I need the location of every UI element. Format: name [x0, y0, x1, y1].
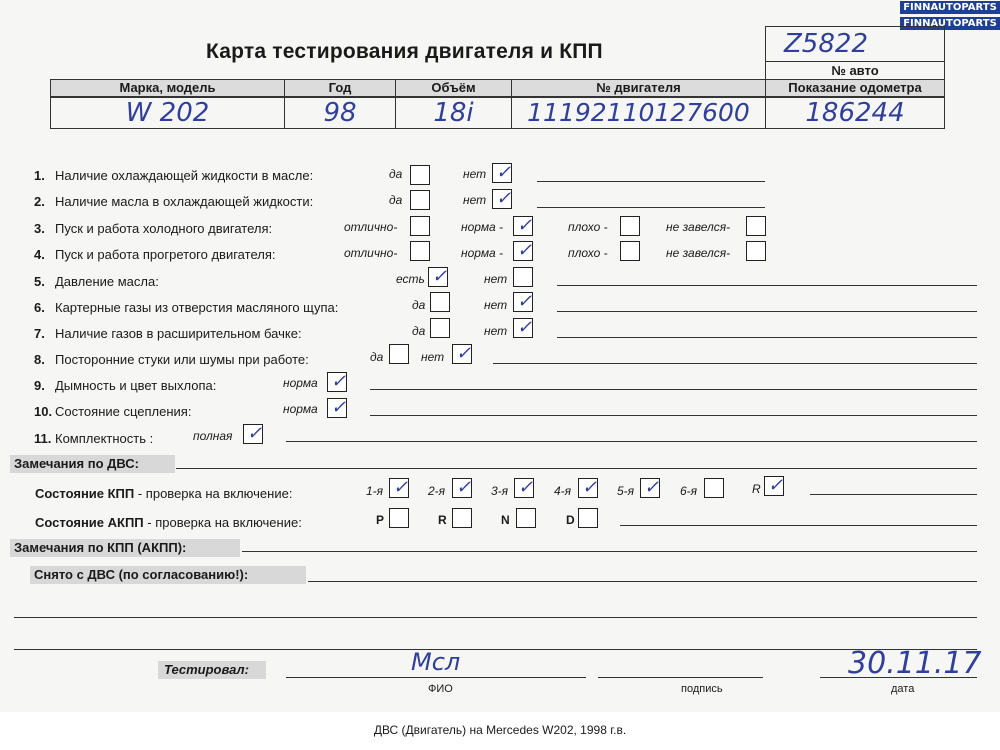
item-4-opt-normal: норма -	[461, 246, 504, 260]
item-3-opt-bad: плохо -	[568, 220, 608, 234]
item-2-opt-no: нет	[463, 193, 487, 207]
item-4-bad-checkbox[interactable]	[620, 241, 640, 261]
item-3-excellent-checkbox[interactable]	[410, 216, 430, 236]
item-7-opt-yes: да	[412, 324, 426, 338]
item-8-opt-no: нет	[421, 350, 445, 364]
gear-4-checkbox[interactable]: ✓	[578, 478, 598, 498]
item-6-yes-checkbox[interactable]	[430, 292, 450, 312]
gear-4-label: 4-я	[554, 484, 572, 498]
item-1-opt-no: нет	[463, 167, 487, 181]
item-2-no-checkbox[interactable]	[492, 189, 512, 209]
item-10-number: 10.	[34, 404, 53, 419]
item-3-text: Пуск и работа холодного двигателя:	[55, 221, 273, 236]
photo-caption: ДВС (Двигатель) на Mercedes W202, 1998 г.в.	[373, 723, 627, 737]
tested-by-label: Тестировал:	[158, 661, 266, 679]
kpp-notes-line	[810, 494, 977, 495]
item-9-number: 9.	[34, 378, 45, 393]
item-7-no-checkbox[interactable]	[513, 318, 533, 338]
removed-line-3	[14, 649, 977, 650]
item-3-normal-checkbox[interactable]	[513, 216, 533, 236]
item-4-not-started-checkbox[interactable]	[746, 241, 766, 261]
item-6-text: Картерные газы из отверстия масляного щупа:	[55, 300, 339, 315]
item-9-opt-normal: норма	[283, 376, 318, 390]
item-10-text: Состояние сцепления:	[55, 404, 192, 419]
item-7-text: Наличие газов в расширительном бачке:	[55, 326, 302, 341]
item-4-opt-excellent: отлично-	[344, 246, 398, 260]
item-3-bad-checkbox[interactable]	[620, 216, 640, 236]
item-6-opt-yes: да	[412, 298, 426, 312]
item-7-notes-line	[557, 337, 977, 338]
item-6-number: 6.	[34, 300, 45, 315]
item-11-full-checkbox[interactable]	[243, 424, 263, 444]
handwritten-signature: Мсл	[411, 648, 461, 676]
item-6-notes-line	[557, 311, 977, 312]
item-10-notes-line	[370, 415, 977, 416]
item-1-check-mark: ✓	[496, 162, 512, 182]
page-title: Карта тестирования двигателя и КПП	[206, 40, 603, 63]
item-4-excellent-checkbox[interactable]	[410, 241, 430, 261]
fio-line	[286, 677, 586, 678]
item-9-normal-checkbox[interactable]	[327, 372, 347, 392]
akpp-row-label	[35, 515, 302, 530]
item-8-text: Посторонние стуки или шумы при работе:	[55, 352, 309, 367]
auto-number-box	[765, 26, 945, 62]
gear-3-checkbox[interactable]: ✓	[514, 478, 534, 498]
item-5-opt-yes: есть	[396, 272, 425, 286]
item-3-opt-excellent: отлично-	[344, 220, 398, 234]
gear-1-label: 1-я	[366, 484, 384, 498]
akpp-r-label: R	[438, 513, 447, 527]
item-2-text: Наличие масла в охлаждающей жидкости:	[55, 194, 314, 209]
item-2-yes-checkbox[interactable]	[410, 190, 430, 210]
gear-r-label: R	[752, 482, 761, 496]
item-7-opt-no: нет	[484, 324, 508, 338]
akpp-d-checkbox[interactable]	[578, 508, 598, 528]
header-volume: Объём	[395, 79, 512, 97]
item-7-yes-checkbox[interactable]	[430, 318, 450, 338]
item-3-not-started-checkbox[interactable]	[746, 216, 766, 236]
item-9-text: Дымность и цвет выхлопа:	[55, 378, 217, 393]
item-7-check-mark: ✓	[517, 317, 533, 337]
value-odometer: 186244	[765, 97, 945, 129]
gear-1-checkbox[interactable]: ✓	[389, 478, 409, 498]
item-3-number: 3.	[34, 221, 45, 236]
gear-5-label: 5-я	[617, 484, 635, 498]
item-8-notes-line	[493, 363, 977, 364]
kpp-label-bold: Состояние КПП	[35, 486, 135, 501]
kpp-label-rest: - проверка на включение:	[134, 486, 293, 501]
item-5-number: 5.	[34, 274, 45, 289]
value-year: 98	[284, 97, 396, 129]
item-8-no-checkbox[interactable]	[452, 344, 472, 364]
gear-3-label: 3-я	[491, 484, 509, 498]
akpp-p-checkbox[interactable]	[389, 508, 409, 528]
kpp-remarks-line	[242, 551, 977, 552]
item-6-check-mark: ✓	[517, 291, 533, 311]
akpp-d-label: D	[566, 513, 575, 527]
auto-number-label: № авто	[765, 61, 945, 80]
item-11-opt-full: полная	[193, 429, 233, 443]
watermark-badge-bottom: FINNAUTOPARTS	[900, 17, 1000, 30]
value-engine-number: 11192110127600	[511, 97, 766, 129]
kpp-row-label	[35, 486, 292, 501]
akpp-n-label: N	[501, 513, 510, 527]
item-8-opt-yes: да	[370, 350, 384, 364]
fio-caption: ФИО	[428, 683, 453, 695]
auto-number-value: Z5822	[784, 29, 868, 59]
item-6-no-checkbox[interactable]	[513, 292, 533, 312]
item-8-number: 8.	[34, 352, 45, 367]
item-1-no-checkbox[interactable]	[492, 163, 512, 183]
handwritten-date: 30.11.17	[848, 646, 982, 681]
gear-6-label: 6-я	[680, 484, 698, 498]
signature-line	[598, 677, 763, 678]
item-11-text: Комплектность :	[55, 431, 154, 446]
item-5-check-mark: ✓	[432, 266, 448, 286]
item-1-number: 1.	[34, 168, 45, 183]
item-4-check-mark: ✓	[517, 240, 533, 260]
item-5-no-checkbox[interactable]	[513, 267, 533, 287]
item-4-opt-bad: плохо -	[568, 246, 608, 260]
item-9-check-mark: ✓	[331, 371, 347, 391]
section-engine-remarks: Замечания по ДВС:	[10, 455, 175, 473]
section-kpp-remarks: Замечания по КПП (АКПП):	[10, 539, 240, 557]
akpp-n-checkbox[interactable]	[516, 508, 536, 528]
gear-5-checkbox[interactable]: ✓	[640, 478, 660, 498]
value-brand-model: W 202	[50, 97, 285, 129]
item-5-text: Давление масла:	[55, 274, 159, 289]
item-3-opt-normal: норма -	[461, 220, 504, 234]
header-brand-model: Марка, модель	[50, 79, 285, 97]
header-engine-number: № двигателя	[511, 79, 766, 97]
item-6-opt-no: нет	[484, 298, 508, 312]
item-3-opt-not-started: не завелся-	[666, 220, 731, 234]
gear-2-label: 2-я	[428, 484, 446, 498]
item-4-text: Пуск и работа прогретого двигателя:	[55, 247, 276, 262]
item-9-notes-line	[370, 389, 977, 390]
item-8-yes-checkbox[interactable]	[389, 344, 409, 364]
date-caption: дата	[891, 683, 915, 695]
item-8-check-mark: ✓	[456, 343, 472, 363]
gear-6-checkbox[interactable]	[704, 478, 724, 498]
item-2-number: 2.	[34, 194, 45, 209]
item-1-opt-yes: да	[389, 167, 403, 181]
gear-r-checkbox[interactable]: ✓	[764, 476, 784, 496]
engine-remarks-line	[176, 468, 977, 469]
akpp-label-rest: - проверка на включение:	[143, 515, 302, 530]
akpp-label-bold: Состояние АКПП	[35, 515, 144, 530]
header-odometer: Показание одометра	[765, 79, 945, 97]
akpp-p-label: P	[376, 513, 385, 527]
value-volume: 18i	[395, 97, 512, 129]
header-year: Год	[284, 79, 396, 97]
item-1-text: Наличие охлаждающей жидкости в масле:	[55, 168, 314, 183]
item-5-opt-no: нет	[484, 272, 508, 286]
item-10-check-mark: ✓	[331, 397, 347, 417]
item-4-normal-checkbox[interactable]	[513, 241, 533, 261]
item-10-normal-checkbox[interactable]	[327, 398, 347, 418]
removed-line-1	[308, 581, 977, 582]
item-10-opt-normal: норма	[283, 402, 318, 416]
item-1-yes-checkbox[interactable]	[410, 165, 430, 185]
item-2-opt-yes: да	[389, 193, 403, 207]
item-2-notes-line	[537, 207, 765, 208]
item-4-number: 4.	[34, 247, 45, 262]
item-11-notes-line	[286, 441, 977, 442]
item-3-check-mark: ✓	[517, 215, 533, 235]
gear-2-checkbox[interactable]: ✓	[452, 478, 472, 498]
item-1-notes-line	[537, 181, 765, 182]
item-11-number: 11.	[34, 431, 52, 446]
item-7-number: 7.	[34, 326, 45, 341]
signature-caption: подпись	[681, 683, 723, 695]
akpp-notes-line	[620, 525, 977, 526]
item-5-notes-line	[557, 285, 977, 286]
section-removed: Снято с ДВС (по согласованию!):	[30, 566, 306, 584]
item-2-check-mark: ✓	[496, 188, 512, 208]
item-4-opt-not-started: не завелся-	[666, 246, 731, 260]
akpp-r-checkbox[interactable]	[452, 508, 472, 528]
item-11-check-mark: ✓	[247, 423, 263, 443]
removed-line-2	[14, 617, 977, 618]
watermark-badge-top: FINNAUTOPARTS	[900, 1, 1000, 14]
item-5-yes-checkbox[interactable]	[428, 267, 448, 287]
